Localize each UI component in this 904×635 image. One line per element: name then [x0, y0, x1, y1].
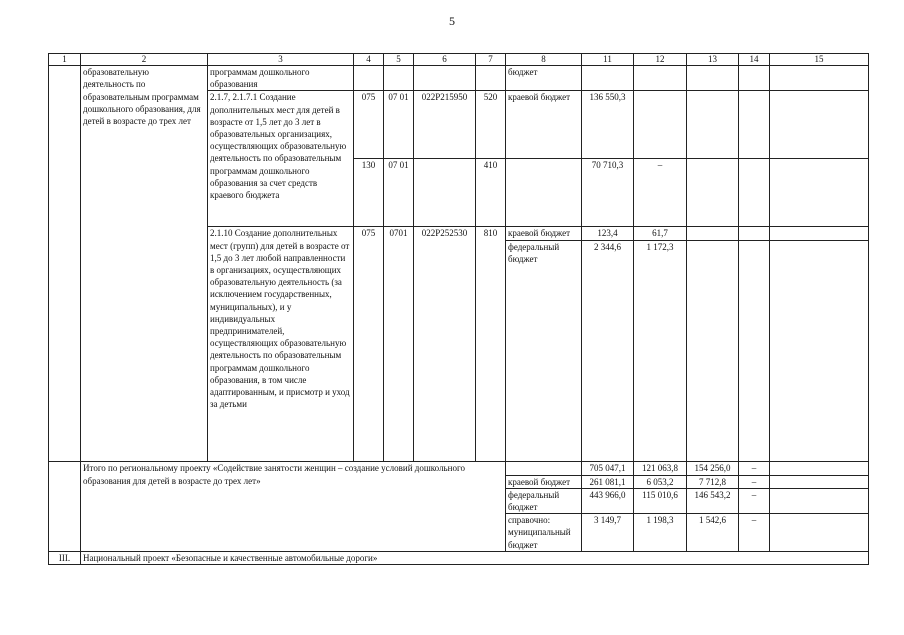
table-cell [739, 240, 770, 462]
table-cell: 075 [354, 91, 384, 159]
table-cell: 410 [476, 159, 506, 227]
table-cell: 0701 [384, 227, 414, 462]
header-cell: 12 [634, 54, 687, 66]
table-cell: 810 [476, 227, 506, 462]
header-cell: 2 [81, 54, 208, 66]
cell-line: образования [210, 79, 258, 90]
table-cell: – [739, 462, 770, 475]
table-cell [414, 66, 476, 91]
table-cell: 121 063,8 [634, 462, 687, 475]
table-cell [49, 66, 81, 462]
budget-table [48, 53, 869, 565]
table-cell: – [739, 514, 770, 552]
header-cell: 8 [506, 54, 582, 66]
table-row [49, 91, 869, 159]
table-cell [634, 66, 687, 91]
header-cell: 7 [476, 54, 506, 66]
table-cell: 123,4 [582, 227, 634, 240]
table-cell [476, 66, 506, 91]
section-number: III. [49, 551, 81, 564]
header-cell: 6 [414, 54, 476, 66]
table-cell [634, 91, 687, 159]
table-cell: 3 149,7 [582, 514, 634, 552]
table-cell: – [739, 488, 770, 513]
table-cell: краевой бюджет [506, 227, 582, 240]
table-cell [770, 91, 869, 159]
table-cell: 520 [476, 91, 506, 159]
table-cell [687, 91, 739, 159]
table-cell: 70 710,3 [582, 159, 634, 227]
table-cell: федеральный бюджет [506, 488, 582, 513]
header-cell: 3 [208, 54, 354, 66]
table-cell [770, 462, 869, 475]
header-row [49, 54, 869, 66]
table-cell: федеральный бюджет [506, 240, 582, 462]
table-cell: 2 344,6 [582, 240, 634, 462]
header-cell: 1 [49, 54, 81, 66]
table-cell: краевой бюджет [506, 475, 582, 488]
header-cell: 13 [687, 54, 739, 66]
table-row [49, 66, 869, 79]
table-cell: бюджет [506, 66, 582, 91]
header-cell: 14 [739, 54, 770, 66]
table-cell: 07 01 [384, 159, 414, 227]
table-cell [687, 159, 739, 227]
table-cell: 705 047,1 [582, 462, 634, 475]
table-cell: 022P252530 [414, 227, 476, 462]
table-cell: – [739, 475, 770, 488]
table-cell [414, 159, 476, 227]
table-cell: краевой бюджет [506, 91, 582, 159]
table-cell: 61,7 [634, 227, 687, 240]
header-cell: 5 [384, 54, 414, 66]
table-cell: образовательным программам дошкольного образования, для детей в возрасте до трех лет [81, 91, 208, 462]
table-cell [384, 66, 414, 91]
table-cell [770, 488, 869, 513]
table-cell [687, 227, 739, 240]
section-title: Национальный проект «Безопасные и качественные автомобильные дороги» [81, 551, 869, 564]
cell-line: программам дошкольного [210, 67, 310, 77]
table-cell [739, 91, 770, 159]
table-cell: справочно: муниципальный бюджет [506, 514, 582, 552]
table-cell: 261 081,1 [582, 475, 634, 488]
table-cell [770, 240, 869, 462]
section-row [49, 551, 869, 564]
table-cell: 1 172,3 [634, 240, 687, 462]
table-cell: 1 198,3 [634, 514, 687, 552]
table-cell: 2.1.7, 2.1.7.1 Создание дополнительных мест для детей в возрасте от 1,5 лет до 3 лет в образовательных организациях, осуществляющих образовательную деятельность по образовательным программам дошкольного образования за счет средств краевого бюджета [208, 91, 354, 227]
table-cell [770, 514, 869, 552]
table-cell [208, 66, 354, 91]
table-cell: 146 543,2 [687, 488, 739, 513]
table-cell [49, 462, 81, 551]
table-cell [687, 240, 739, 462]
table-cell: 443 966,0 [582, 488, 634, 513]
table-cell: 1 542,6 [687, 514, 739, 552]
table-cell [739, 227, 770, 240]
header-cell: 11 [582, 54, 634, 66]
table-cell [687, 66, 739, 91]
total-label: Итого по региональному проекту «Содействие занятости женщин – создание условий дошкольного образования для детей в возрасте до трех лет» [81, 462, 506, 551]
header-cell: 4 [354, 54, 384, 66]
table-cell: 6 053,2 [634, 475, 687, 488]
table-cell: 130 [354, 159, 384, 227]
table-cell [770, 475, 869, 488]
table-cell: 07 01 [384, 91, 414, 159]
table-cell: деятельность по [81, 78, 208, 90]
page-number: 5 [449, 14, 455, 28]
table-cell: 154 256,0 [687, 462, 739, 475]
header-cell: 15 [770, 54, 869, 66]
table-cell [739, 66, 770, 91]
table-cell: 7 712,8 [687, 475, 739, 488]
table-cell [506, 462, 582, 475]
table-cell: 2.1.10 Создание дополнительных мест (групп) для детей в возрасте от 1,5 до 3 лет любой направленности в организациях, осуществляющих образовательную деятельность (за исключением государственных, муниципальных), и у индивидуальных предпринимателей, осуществляющих образовательную деятельность по образовательным программам дошкольного образования, в том числе адаптированным, и присмотр и уход за детьми [208, 227, 354, 462]
table-cell [506, 159, 582, 227]
table-cell: 022P215950 [414, 91, 476, 159]
table-cell: – [634, 159, 687, 227]
table-cell: 075 [354, 227, 384, 462]
table-cell [770, 66, 869, 91]
table-cell [739, 159, 770, 227]
table-cell: образовательную [81, 66, 208, 79]
table-cell [582, 66, 634, 91]
table-cell: 115 010,6 [634, 488, 687, 513]
table-cell: 136 550,3 [582, 91, 634, 159]
table-cell [770, 159, 869, 227]
table-cell [354, 66, 384, 91]
table-cell [770, 227, 869, 240]
total-row [49, 462, 869, 475]
